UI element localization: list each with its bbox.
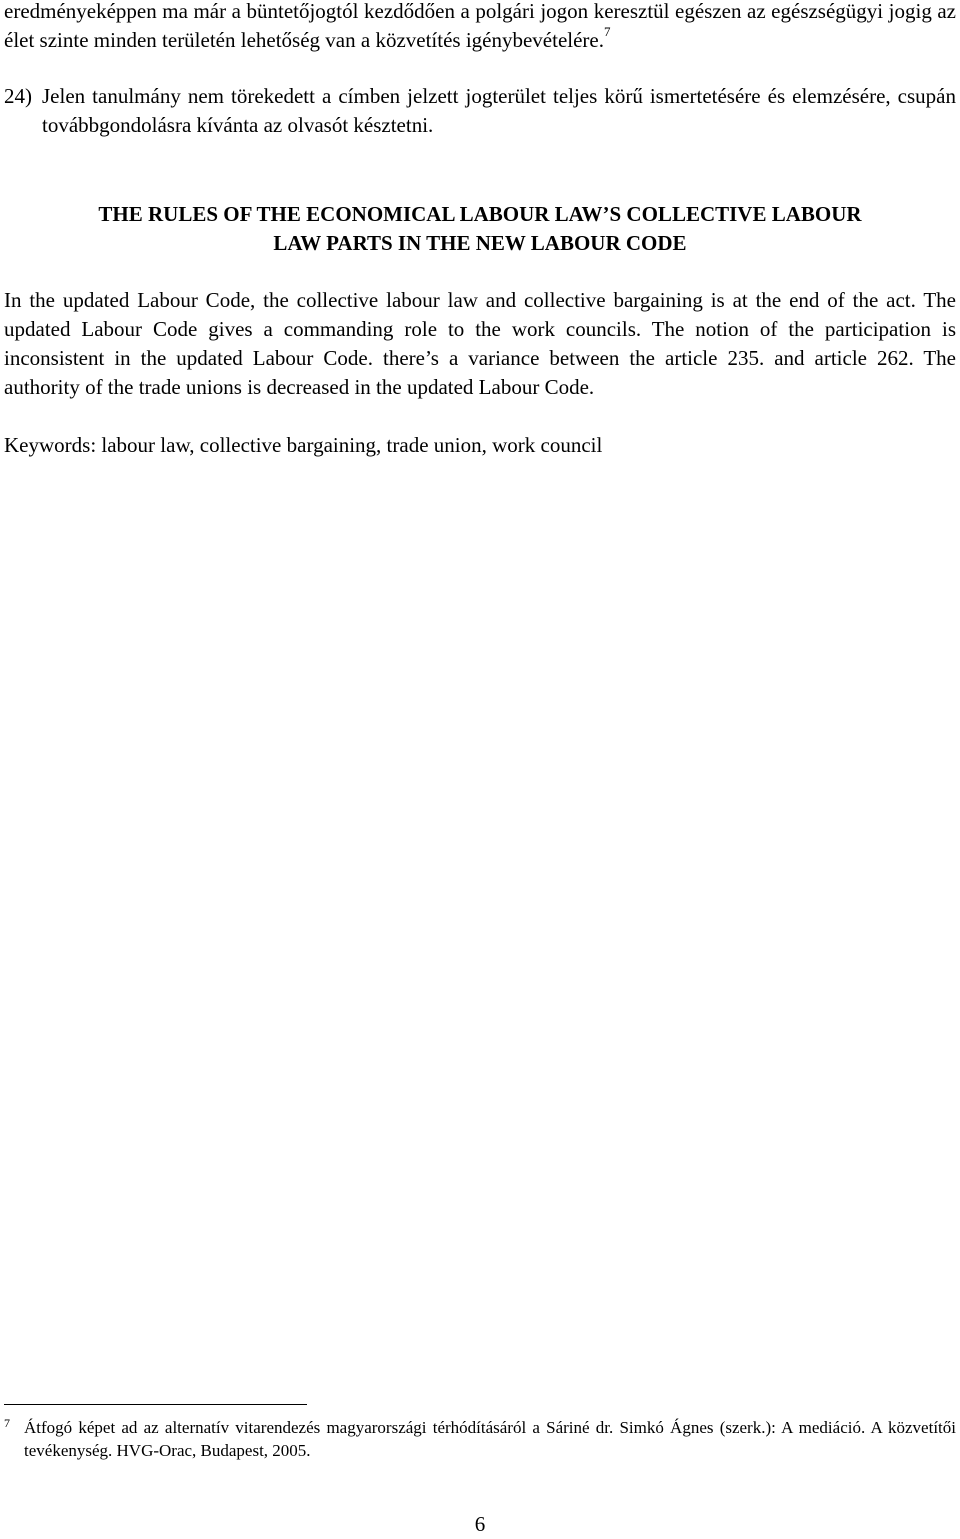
footnote-7 bbox=[4, 1416, 956, 1462]
page-number: 6 bbox=[474, 1512, 486, 1536]
footnote-separator bbox=[4, 1404, 307, 1405]
continuation-paragraph bbox=[4, 0, 956, 55]
abstract-paragraph: In the updated Labour Code, the collective labour law and collective bargaining is at the end of the act. The updated Labour Code gives a commanding role to the work councils. The notion of the participation is inconsistent in the updated Labour Code. there’s a variance between the article 235. and article 262. The authority of the trade unions is decreased in the updated Labour Code. bbox=[4, 288, 956, 399]
footnote-number: 7 bbox=[4, 1416, 10, 1430]
list-item-text: Jelen tanulmány nem törekedett a címben jelzett jogterület teljes körű ismertetésére és elemzésére, csupán továbbgondolásra kívánta az olvasót késztetni. bbox=[42, 84, 956, 137]
title-line-1: THE RULES OF THE ECONOMICAL LABOUR LAW’S COLLECTIVE LABOUR bbox=[98, 202, 862, 226]
list-item-number: 24) bbox=[4, 84, 32, 108]
english-summary-title bbox=[4, 200, 956, 258]
footnote-reference[interactable]: 7 bbox=[604, 24, 611, 39]
continuation-text: eredményeképpen ma már a büntetőjogtól kezdődően a polgári jogon keresztül egészen az egészségügyi jogig az élet szinte minden területén lehetőség van a közvetítés igénybevételére. bbox=[4, 0, 956, 52]
list-item-24 bbox=[4, 82, 956, 140]
title-line-2: LAW PARTS IN THE NEW LABOUR CODE bbox=[273, 231, 687, 255]
footnote-text: Átfogó képet ad az alternatív vitarendezés magyarországi térhódításáról a Sáriné dr. Simkó Ágnes (szerk.): A mediáció. A közvetítői tevékenység. HVG-Orac, Budapest, 2005. bbox=[24, 1418, 956, 1460]
keywords-line: Keywords: labour law, collective bargaining, trade union, work council bbox=[4, 433, 603, 457]
